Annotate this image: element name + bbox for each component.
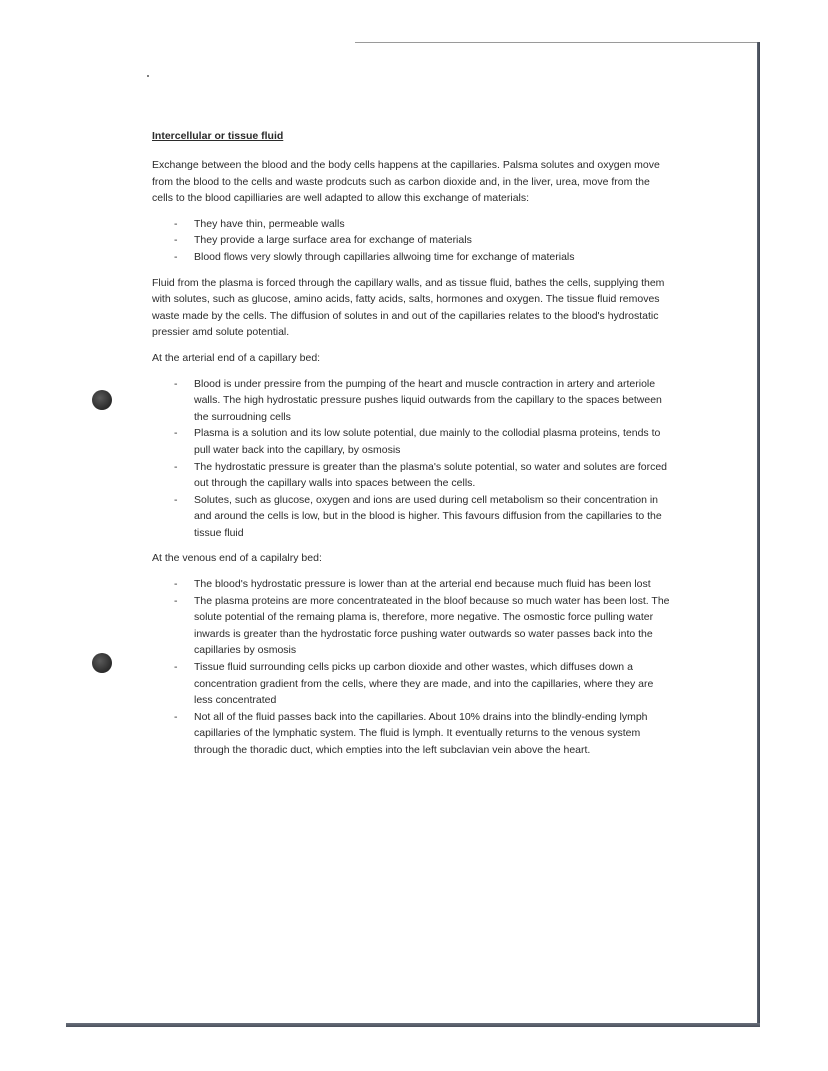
list-item: - The hydrostatic pressure is greater than the plasma's solute potential, so water and solutes are forced out through the capillary walls into spaces between the cells. [194, 459, 672, 492]
page-right-edge [757, 42, 760, 1027]
list-item: - Blood flows very slowly through capillaries allwoing time for exchange of materials [194, 249, 672, 266]
list-item: - The plasma proteins are more concentrateated in the bloof because so much water has been lost. The solute potential of the remaing plama is, therefore, more negative. The osmostic force pulling water inwards is greater than the hydrostatic force pushing water outwards so water passes back into the capillaries by osmosis [194, 593, 672, 659]
page-bottom-edge [66, 1023, 760, 1027]
list-item: - The blood's hydrostatic pressure is lower than at the arterial end because much fluid has been lost [194, 576, 672, 593]
list-item: - They provide a large surface area for exchange of materials [194, 232, 672, 249]
venous-heading: At the venous end of a capilalry bed: [152, 552, 322, 565]
intro-paragraph: Exchange between the blood and the body cells happens at the capillaries. Palsma solutes and oxygen move from the blood to the cells and waste prodcuts such as carbon dioxide and, in the liver, urea, move from the cells to the blood capilliaries are well adapted to allow this exchange of materials: [152, 159, 660, 205]
arterial-heading: At the arterial end of a capillary bed: [152, 351, 321, 364]
arterial-list [152, 376, 672, 542]
list-item: - They have thin, permeable walls [194, 216, 672, 233]
list-item: - Solutes, such as glucose, oxygen and ions are used during cell metabolism so their concentration in and around the cells is low, but in the blood is higher. This favours diffusion from the capillaries to the tissue fluid [194, 492, 672, 542]
venous-list [152, 576, 672, 759]
list-item: - Plasma is a solution and its low solute potential, due mainly to the collodial plasma proteins, tends to pull water back into the capillary, by osmosis [194, 425, 672, 458]
list-item: - Tissue fluid surrounding cells picks up carbon dioxide and other wastes, which diffuses down a concentration gradient from the cells, where they are made, and into the capillaries, where they are less concentrated [194, 659, 672, 709]
punch-hole [92, 653, 112, 673]
document-title: Intercellular or tissue fluid [152, 130, 284, 142]
paper-speck [147, 75, 149, 77]
fluid-paragraph: Fluid from the plasma is forced through the capillary walls, and as tissue fluid, bathes the cells, supplying them with solutes, such as glucose, amino acids, fatty acids, salts, hormones and oxygen. The tissue fluid removes waste made by the cells. The diffusion of solutes in and out of the capillaries relates to the blood's hydrostatic pressier amd solute potential. [152, 276, 665, 339]
adaptations-list [152, 216, 672, 266]
document-body [152, 128, 672, 768]
list-item: - Blood is under pressire from the pumping of the heart and muscle contraction in artery and arteriole walls. The high hydrostatic pressure pushes liquid outwards from the capillary to the spaces between the surroudning cells [194, 376, 672, 426]
list-item: - Not all of the fluid passes back into the capillaries. About 10% drains into the blindly-ending lymph capillaries of the lymphatic system. The fluid is lymph. It eventually returns to the venous system through the thoradic duct, which empties into the left subclavian vein above the heart. [194, 709, 672, 759]
punch-hole [92, 390, 112, 410]
page-top-edge [355, 42, 760, 43]
